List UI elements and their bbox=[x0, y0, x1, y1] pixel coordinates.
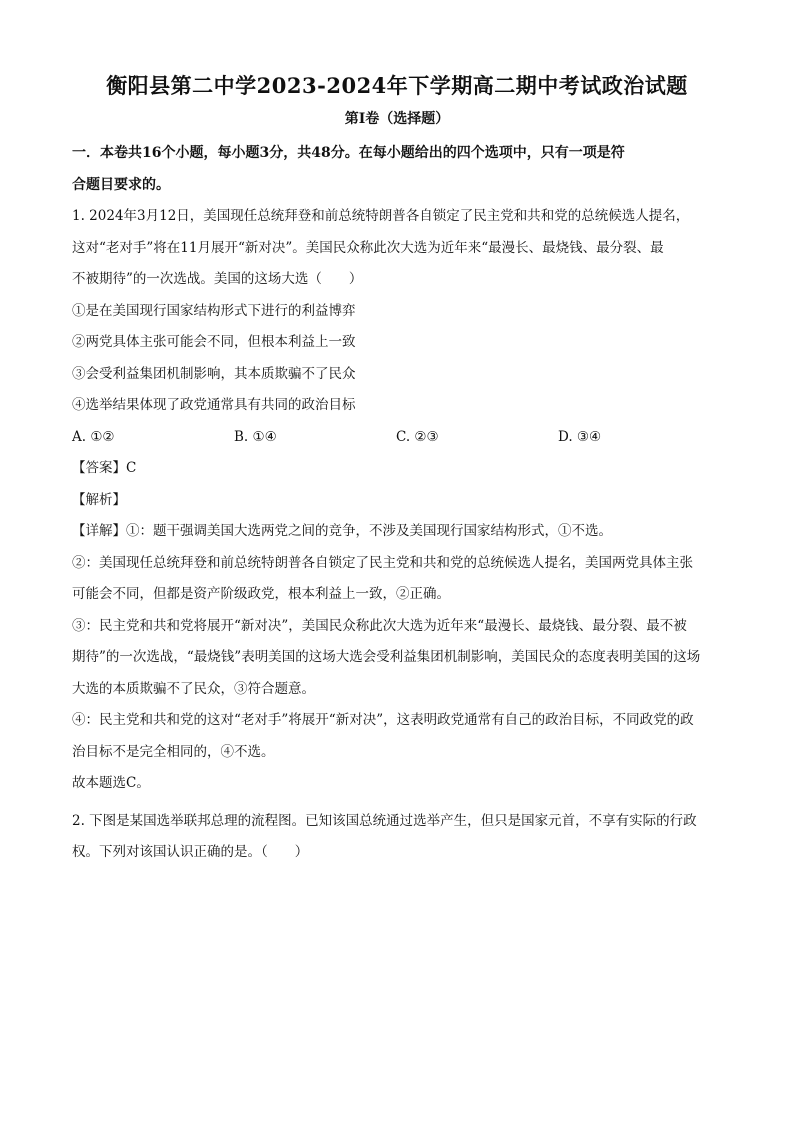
q1-analysis-line-8: 治目标不是完全相同的，④不选。 bbox=[72, 743, 275, 760]
exam-content bbox=[72, 138, 722, 869]
q2-stem-line-1: 2. 下图是某国选举联邦总理的流程图。已知该国总统通过选举产生，但只是国家元首，不享有实际的行政 bbox=[72, 812, 697, 829]
q1-options bbox=[72, 422, 722, 454]
q1-stem-line-1: 1. 2024年3月12日，美国现任总统拜登和前总统特朗普各自锁定了民主党和共和党的总统候选人提名， bbox=[72, 208, 690, 224]
q1-answer: 【答案】C bbox=[72, 460, 137, 476]
q1-item-1: ①是在美国现行国家结构形式下进行的利益博弈 bbox=[72, 302, 356, 319]
q1-option-c: C. ②③ bbox=[396, 428, 439, 445]
q1-option-a: A. ①② bbox=[72, 428, 115, 445]
q1-analysis-line-5: 期待”的一次选战，“最烧钱”表明美国的这场大选会受利益集团机制影响，美国民众的态度表明美国的这场 bbox=[72, 649, 701, 665]
q1-item-2: ②两党具体主张可能会不同，但根本利益上一致 bbox=[72, 334, 356, 350]
section-subtitle: 第Ⅰ卷（选择题） bbox=[344, 111, 450, 127]
q2-stem-line-2: 权。下列对该国认识正确的是。（ ） bbox=[72, 844, 309, 860]
instructions-line-2: 合题目要求的。 bbox=[72, 176, 170, 193]
page-title: 衡阳县第二中学2023-2024年下学期高二期中考试政治试题 bbox=[106, 73, 688, 98]
instructions-line-1: 一．本卷共16个小题，每小题3分，共48分。在每小题给出的四个选项中，只有一项是符 bbox=[72, 145, 625, 161]
q1-option-d: D. ③④ bbox=[558, 428, 602, 445]
q1-analysis-line-9: 故本题选C。 bbox=[72, 775, 150, 791]
q1-analysis-line-2: ②：美国现任总统拜登和前总统特朗普各自锁定了民主党和共和党的总统候选人提名，美国两党具体主张 bbox=[72, 554, 693, 571]
q1-item-3: ③会受利益集团机制影响，其本质欺骗不了民众 bbox=[72, 365, 356, 382]
q1-analysis-label: 【解析】 bbox=[72, 491, 126, 508]
q1-analysis-line-6: 大选的本质欺骗不了民众，③符合题意。 bbox=[72, 680, 315, 697]
q1-stem-line-2: 这对“老对手”将在11月展开“新对决”。美国民众称此次大选为近年来“最漫长、最烧钱、最分裂、最 bbox=[72, 239, 664, 256]
q1-stem-line-3: 不被期待”的一次选战。美国的这场大选（ ） bbox=[72, 271, 363, 287]
q1-option-b: B. ①④ bbox=[234, 428, 277, 445]
q1-item-4: ④选举结果体现了政党通常具有共同的政治目标 bbox=[72, 397, 356, 413]
q1-analysis-line-7: ④：民主党和共和党的这对“老对手”将展开“新对决”，这表明政党通常有自己的政治目标，不同政党的政 bbox=[72, 712, 694, 728]
q1-analysis-line-1: 【详解】①：题干强调美国大选两党之间的竞争，不涉及美国现行国家结构形式，①不选。 bbox=[72, 523, 612, 539]
q1-analysis-line-4: ③：民主党和共和党将展开“新对决”，美国民众称此次大选为近年来“最漫长、最烧钱、最分裂、最不被 bbox=[72, 617, 687, 634]
q1-analysis-line-3: 可能会不同，但都是资产阶级政党，根本利益上一致，②正确。 bbox=[72, 586, 450, 602]
